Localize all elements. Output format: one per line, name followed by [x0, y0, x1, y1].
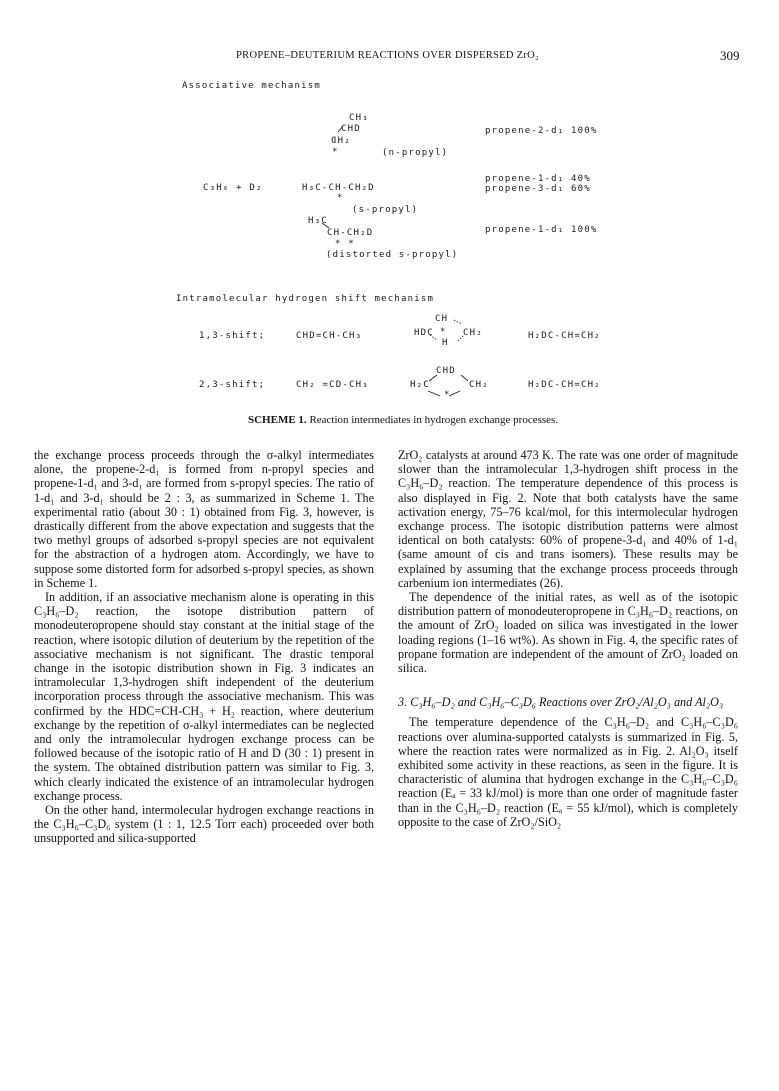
- distorted-h3c: H₃C: [308, 216, 328, 226]
- intramolecular-mechanism-title: Intramolecular hydrogen shift mechanism: [176, 294, 435, 304]
- distorted-stars: * *: [335, 239, 355, 249]
- s-propyl-star: *: [337, 193, 344, 203]
- associative-mechanism-title: Associative mechanism: [182, 81, 321, 91]
- right-paragraph-3: The temperature dependence of the C₃H₆–D₂ and C₃H₆–C₃D₆ reactions over alumina-supported catalysts is summarized in Fig. 5, where the reaction rates were normalized as in Fig. 2. Al₂O₃ itself exhibited some activity in these reactions, as seen in the figure. It is characteristic of alumina that hydrogen exchange in the C₃H₆–C₃D₆ reaction (Eₐ = 33 kJ/mol) is more than one order of magnitude faster than in the C₃H₆–D₂ reaction (Eₐ = 55 kJ/mol), which is completely opposite to the case of ZrO₂/SiO₂: [398, 715, 738, 829]
- scheme-caption-label: SCHEME 1.: [248, 414, 307, 426]
- s-propyl-formula: H₃C-CH-CH₂D: [302, 183, 375, 193]
- shift13-int-top: CH: [435, 314, 449, 324]
- bond-shift23-ring: [428, 375, 468, 396]
- section-heading: 3. C₃H₆–D₂ and C₃H₆–C₃D₆ Reactions over ZrO₂/Al₂O₃ and Al₂O₃: [398, 695, 724, 710]
- reactant-c3h6-d2: C₃H₆ + D₂: [203, 183, 263, 193]
- n-propyl-ch3: CH₃: [349, 113, 369, 123]
- left-paragraph-1: the exchange process proceeds through the σ-alkyl intermediates alone, the propene-2-d₁ is formed from n-propyl species and propene-1-d₁ and 3-d₁ are formed from s-propyl species. The ratio of 1-d₁ and 3-d₁ should be 2 : 3, as summarized in Scheme 1. The experimental ratio (about 30 : 1) obtained from Fig. 3, however, is drastically different from the above expectation and suggests that the two methyl groups of adsorbed s-propyl species are not equivalent for the abstraction of a hydrogen atom. Accordingly, we have to suppose some distorted form for adsorbed s-propyl species, as shown in Scheme 1.: [34, 448, 374, 590]
- left-column: [34, 448, 374, 846]
- scheme-caption-text: Reaction intermediates in hydrogen exchange processes.: [309, 414, 559, 426]
- bond-shift13-ring: [430, 320, 463, 341]
- shift23-int-star: *: [444, 390, 451, 400]
- shift13-label: 1,3-shift;: [199, 331, 266, 341]
- shift13-int-h: H: [442, 338, 449, 348]
- n-propyl-label: (n-propyl): [382, 148, 449, 158]
- product-propene-1-d1-b: propene-1-d₁ 100%: [485, 225, 598, 235]
- shift23-product: H₂DC-CH=CH₂: [528, 380, 601, 390]
- shift13-int-star: *: [440, 327, 447, 337]
- bond-distorted-methyl: [322, 223, 329, 228]
- shift23-reactant: CH₂ =CD-CH₃: [296, 380, 369, 390]
- shift23-int-right: CH₂: [469, 380, 489, 390]
- n-propyl-chd: CHD: [341, 124, 361, 134]
- n-propyl-star: *: [332, 147, 339, 157]
- distorted-label: (distorted s-propyl): [326, 250, 459, 260]
- product-propene-1-d1-a: propene-1-d₁ 40%: [485, 174, 591, 184]
- running-title: PROPENE–DEUTERIUM REACTIONS OVER DISPERSED ZrO₂: [236, 50, 540, 61]
- shift23-label: 2,3-shift;: [199, 380, 266, 390]
- bond-n-propyl-upper: [338, 126, 343, 132]
- page-number: 309: [720, 48, 740, 63]
- right-paragraph-1: ZrO₂ catalysts at around 473 K. The rate was one order of magnitude slower than the intramolecular 1,3-hydrogen shift process in the C₃H₆–D₂ reaction. The temperature dependence of this process is also displayed in Fig. 2. Note that both catalysts have the same activation energy, 75–76 kcal/mol, for this intermolecular hydrogen exchange process. The isotopic distribution patterns were almost identical on both catalysts: 60% of propene-3-d₁ and 40% of 1-d₁ (same amount of cis and trans isomers). These results may be explained by assuming that the exchange process proceeds through carbenium ion intermediates (26).: [398, 448, 738, 590]
- distorted-ch-ch2d: CH-CH₂D: [327, 228, 374, 238]
- left-paragraph-2: In addition, if an associative mechanism alone is operating in this C₃H₆–D₂ reaction, the isotope distribution pattern of monodeuteropropene should stay constant at the initial stage of the reaction, where isotopic dilution of deuterium by the repetition of the associative mechanism is not significant. The drastic temporal change in the isotopic distribution shown in Fig. 3 indicates an intramolecular 1,3-hydrogen shift independent of the deuterium incorporation process through the associative mechanism. This was confirmed by the HDC=CH-CH₃ + H₂ reaction, where deuterium exchange by the repetition of σ-alkyl intermediates can be neglected and only the intramolecular hydrogen exchange process can be followed because of the isotopic ratio of H and D (30 : 1) present in the system. The obtained distribution pattern was similar to Fig. 3, which clearly indicated the existence of an intramolecular hydrogen exchange process.: [34, 590, 374, 803]
- right-paragraph-2: The dependence of the initial rates, as well as of the isotopic distribution pattern of monodeuteropropene in C₃H₆–D₂ reactions, on the amount of ZrO₂ loaded on silica was investigated in the lower loading regions (1–16 wt%). As shown in Fig. 4, the specific rates of propane formation are independent of the amount of ZrO₂ loaded on silica.: [398, 590, 738, 676]
- shift13-int-left: HDC: [414, 328, 434, 338]
- shift23-int-top: CHD: [436, 366, 456, 376]
- shift13-product: H₂DC-CH=CH₂: [528, 331, 601, 341]
- product-propene-2-d1: propene-2-d₁ 100%: [485, 126, 598, 136]
- scheme-caption: [248, 414, 558, 426]
- shift13-reactant: CHD=CH-CH₃: [296, 331, 363, 341]
- scheme-bonds: [0, 0, 779, 420]
- s-propyl-label: (s-propyl): [352, 205, 419, 215]
- n-propyl-ch2: CH₂: [331, 136, 351, 146]
- shift13-int-right: CH₂: [463, 328, 483, 338]
- product-propene-3-d1: propene-3-d₁ 60%: [485, 184, 591, 194]
- shift23-int-left: H₂C: [410, 380, 430, 390]
- right-column: [398, 448, 738, 829]
- left-paragraph-3: On the other hand, intermolecular hydrogen exchange reactions in the C₃H₆–C₃D₆ system (1 : 1, 12.5 Torr each) proceeded over both unsupported and silica-supported: [34, 803, 374, 846]
